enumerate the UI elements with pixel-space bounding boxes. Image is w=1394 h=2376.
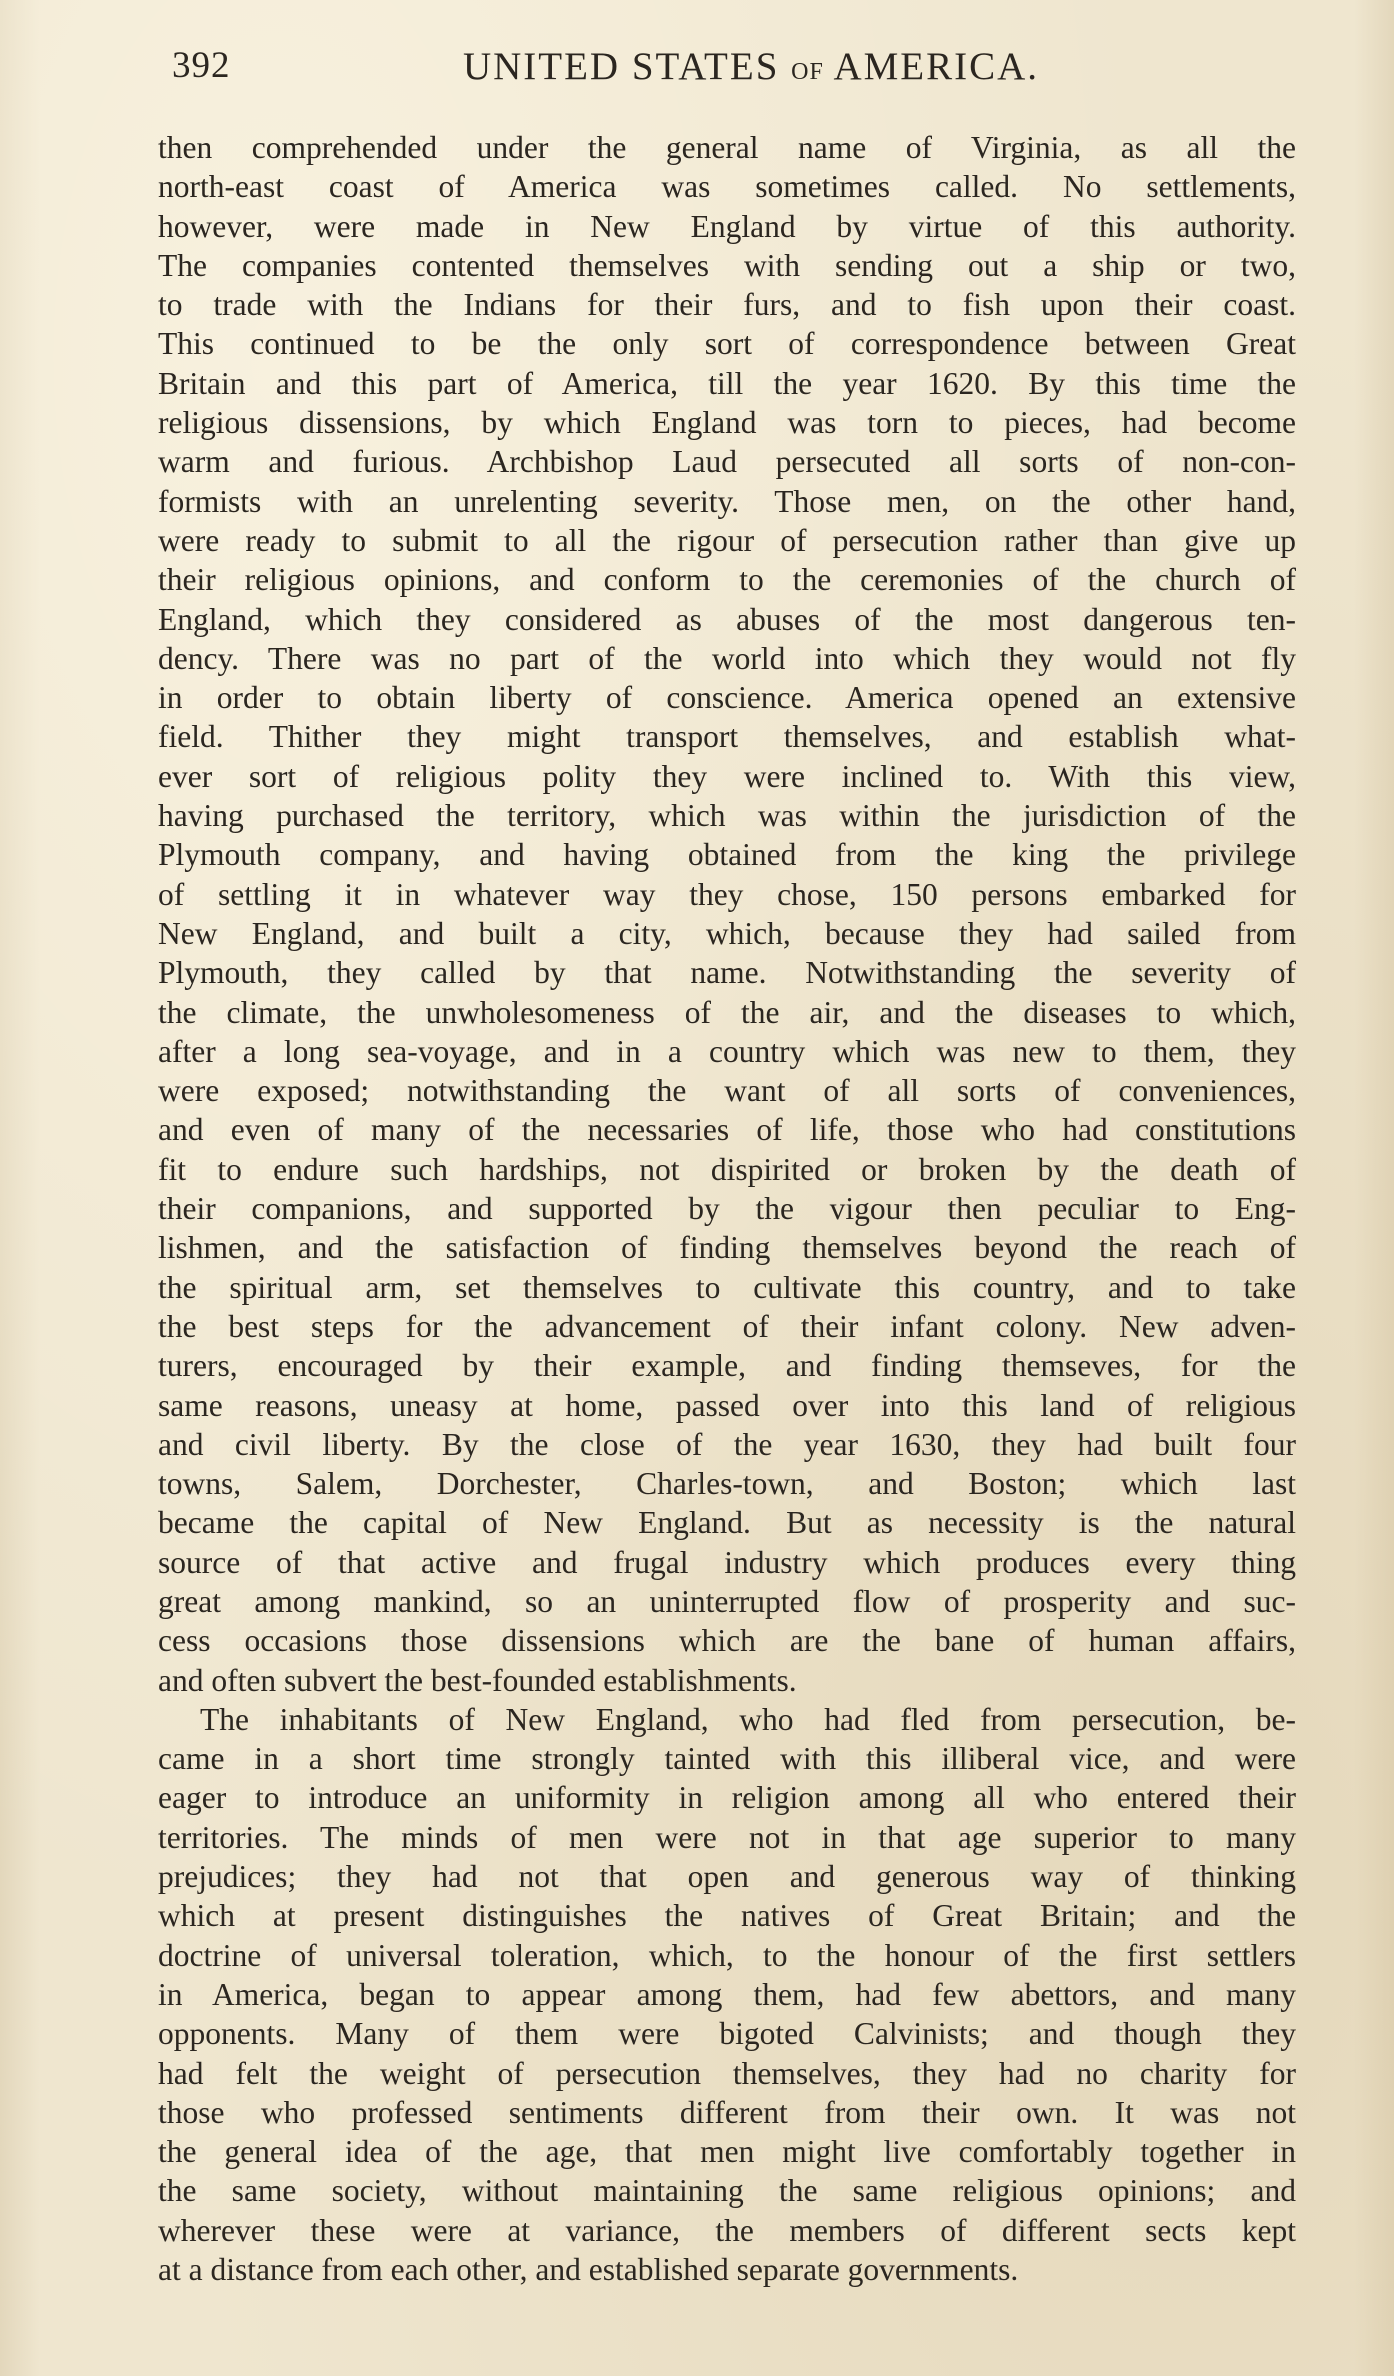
text-line: wherever these were at variance, the members of different sects kept [158, 2212, 1296, 2248]
paragraph-2 [158, 1700, 1296, 2289]
text-line: doctrine of universal toleration, which, to the honour of the first settlers [158, 1937, 1296, 1973]
text-line: north-east coast of America was sometimes called. No settlements, [158, 169, 1296, 205]
text-line: and often subvert the best-founded establishments. [158, 1662, 797, 1698]
text-line: their companions, and supported by the vigour then peculiar to Eng- [158, 1191, 1296, 1227]
text-line: fit to endure such hardships, not dispirited or broken by the death of [158, 1151, 1296, 1187]
text-line: England, which they considered as abuses of the most dangerous ten- [158, 601, 1296, 637]
text-line: This continued to be the only sort of correspondence between Great [158, 326, 1296, 362]
text-line: the climate, the unwholesomeness of the air, and the diseases to which, [158, 994, 1296, 1030]
text-line: towns, Salem, Dorchester, Charles-town, and Boston; which last [158, 1466, 1296, 1502]
text-line: Plymouth, they called by that name. Notwithstanding the severity of [158, 955, 1296, 991]
text-line: warm and furious. Archbishop Laud persecuted all sorts of non-con- [158, 444, 1296, 480]
text-line: the best steps for the advancement of their infant colony. New adven- [158, 1308, 1296, 1344]
text-line: Plymouth company, and having obtained from the king the privilege [158, 837, 1296, 873]
text-line: became the capital of New England. But as necessity is the natural [158, 1505, 1296, 1541]
text-line: formists with an unrelenting severity. Those men, on the other hand, [158, 483, 1296, 519]
text-line: had felt the weight of persecution themselves, they had no charity for [158, 2055, 1296, 2091]
paragraph-1 [158, 128, 1296, 1700]
text-line: having purchased the territory, which was within the jurisdiction of the [158, 798, 1296, 834]
text-line: opponents. Many of them were bigoted Calvinists; and though they [158, 2016, 1296, 2052]
text-line: field. Thither they might transport themselves, and establish what- [158, 719, 1296, 755]
text-line: religious dissensions, by which England was torn to pieces, had become [158, 405, 1296, 441]
text-line: at a distance from each other, and established separate governments. [158, 2252, 1019, 2288]
text-line: same reasons, uneasy at home, passed over into this land of religious [158, 1387, 1296, 1423]
text-line: in order to obtain liberty of conscience. America opened an extensive [158, 680, 1296, 716]
running-head-part2: AMERICA. [833, 45, 1040, 88]
text-line: territories. The minds of men were not in that age superior to many [158, 1819, 1296, 1855]
running-head-of: OF [791, 59, 824, 85]
text-line: were ready to submit to all the rigour of persecution rather than give up [158, 522, 1296, 558]
text-line: The inhabitants of New England, who had fled from persecution, be- [200, 1701, 1296, 1737]
text-line: to trade with the Indians for their furs, and to fish upon their coast. [158, 287, 1296, 323]
text-line: those who professed sentiments different from their own. It was not [158, 2094, 1296, 2130]
text-line: the general idea of the age, that men might live comfortably together in [158, 2134, 1296, 2170]
running-head-part1: UNITED STATES [462, 45, 780, 88]
text-line: the spiritual arm, set themselves to cultivate this country, and to take [158, 1269, 1296, 1305]
text-line: came in a short time strongly tainted with this illiberal vice, and were [158, 1741, 1296, 1777]
text-line: after a long sea-voyage, and in a country which was new to them, they [158, 1033, 1296, 1069]
text-line: and civil liberty. By the close of the year 1630, they had built four [158, 1426, 1296, 1462]
page-number: 392 [172, 45, 231, 86]
text-line: however, were made in New England by virtue of this authority. [158, 208, 1296, 244]
running-head [172, 44, 1290, 89]
text-line: their religious opinions, and conform to the ceremonies of the church of [158, 562, 1296, 598]
text-line: the same society, without maintaining the same religious opinions; and [158, 2173, 1296, 2209]
text-line: Britain and this part of America, till the year 1620. By this time the [158, 365, 1296, 401]
text-line: in America, began to appear among them, had few abettors, and many [158, 1976, 1296, 2012]
page-header [172, 44, 1290, 94]
text-line: cess occasions those dissensions which are the bane of human affairs, [158, 1623, 1296, 1659]
text-line: prejudices; they had not that open and generous way of thinking [158, 1859, 1296, 1895]
text-line: were exposed; notwithstanding the want of all sorts of conveniences, [158, 1073, 1296, 1109]
text-line: of settling it in whatever way they chose, 150 persons embarked for [158, 876, 1296, 912]
text-line: dency. There was no part of the world into which they would not fly [158, 640, 1296, 676]
text-line: great among mankind, so an uninterrupted flow of prosperity and suc- [158, 1583, 1296, 1619]
text-line: eager to introduce an uniformity in religion among all who entered their [158, 1780, 1296, 1816]
text-line: source of that active and frugal industry which produces every thing [158, 1544, 1296, 1580]
text-line: ever sort of religious polity they were inclined to. With this view, [158, 758, 1296, 794]
text-line: and even of many of the necessaries of life, those who had constitutions [158, 1112, 1296, 1148]
body-text [158, 128, 1296, 2289]
text-line: The companies contented themselves with sending out a ship or two, [158, 247, 1296, 283]
text-line: turers, encouraged by their example, and finding themseves, for the [158, 1348, 1296, 1384]
text-line: which at present distinguishes the natives of Great Britain; and the [158, 1898, 1296, 1934]
text-line: lishmen, and the satisfaction of finding themselves beyond the reach of [158, 1230, 1296, 1266]
text-line: then comprehended under the general name of Virginia, as all the [158, 130, 1296, 165]
text-line: New England, and built a city, which, because they had sailed from [158, 915, 1296, 951]
